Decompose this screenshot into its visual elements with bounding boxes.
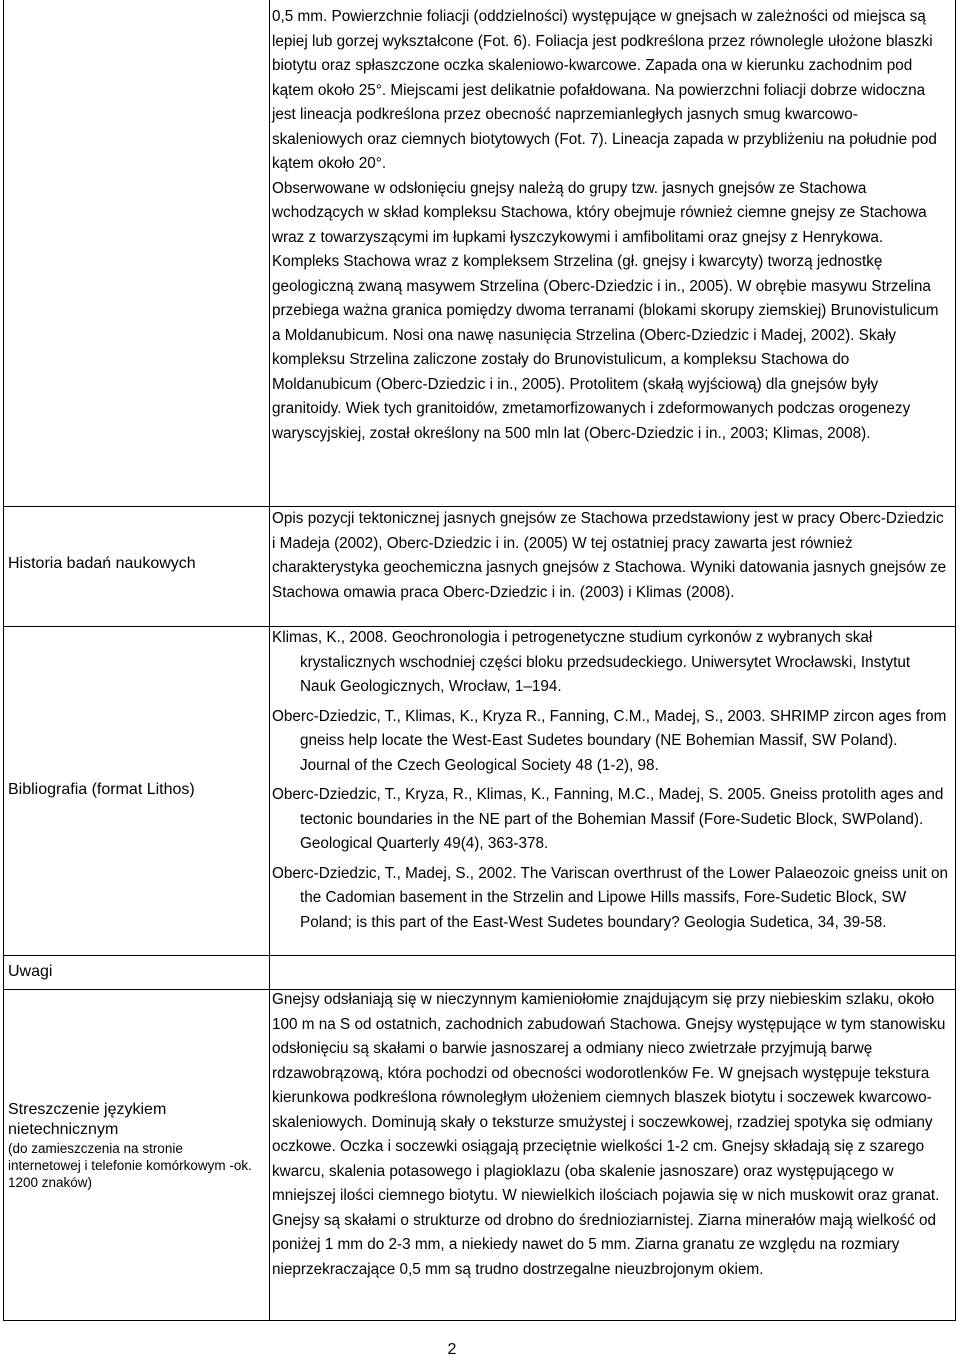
bibliography-entry: Klimas, K., 2008. Geochronologia i petrogenetyczne studium cyrkonów z wybranych skał krystalicznych wschodniej części bloku przedsudeckiego. Uniwersytet Wrocławski, Instytut Nauk Geologicznych, Wrocław, 1–194. — [272, 629, 911, 695]
column-divider — [269, 0, 270, 1320]
summary-text: Gnejsy odsłaniają się w nieczynnym kamieniołomie znajdującym się przy niebieskim szlaku, około 100 m na S od ostatnich, zachodnich zabudowań Stachowa. Gnejsy występujące w tym stanowisku odsłonięciu są skałami o barwie jasnoszarej a odmiany nieco zwietrzałe przyjmują barwę rdzawobrązową, która pochodzi od obecności wodorotlenków Fe. W gnejsach występuje tekstura kierunkowa podkreślona równoległym ułożeniem ciemnych blaszek biotytu i soczewek kwarcowo-skaleniowych. Dominują skały o teksturze smużystej i soczewkowej, rzadziej spotyka się odmiany oczkowe. Oczka i soczewki osiągają przeciętnie wielkości 1-2 cm. Gnejsy składają się z szarego kwarcu, skalenia potasowego i plagioklazu (oba skalenie jasnoszare) oraz występującego w mniejszej ilości ciemnego biotytu. W niewielkich ilościach pojawia się w nich muskowit oraz granat. Gnejsy są skałami o strukturze od drobno do średnioziarnistej. Ziarna minerałów mają wielkość od poniżej 1 mm do 2-3 mm, a niekiedy nawet do 5 mm. Ziarna granatu ze względu na rozmiary nieprzekraczające 0,5 mm są trudno dostrzegalne nieuzbrojonym okiem. — [272, 991, 946, 1278]
row-divider-notes — [4, 955, 955, 956]
label-bibliography: Bibliografia (format Lithos) — [8, 781, 195, 798]
description-text — [272, 5, 948, 446]
bibliography-entry: Oberc-Dziedzic, T., Kryza, R., Klimas, K., Fanning, M.C., Madej, S. 2005. Gneiss protolith ages and tectonic boundaries in the NE part of the Bohemian Massif (Fore-Sudetic Block, SWPoland). Geological Quarterly 49(4), 363-378. — [272, 786, 944, 852]
label-summary — [8, 1100, 258, 1191]
history-text: Opis pozycji tektonicznej jasnych gnejsów ze Stachowa przedstawiony jest w pracy Oberc-Dziedzic i Madeja (2002), Oberc-Dziedzic i in. (2005) W tej ostatniej pracy zawarta jest również charakterystyka geochemiczna jasnych gnejsów z Stachowa. Wyniki datowania jasnych gnejsów ze Stachowa omawia praca Oberc-Dziedzic i in. (2003) i Klimas (2008). — [272, 510, 947, 601]
page-number: 2 — [447, 1341, 457, 1358]
label-notes: Uwagi — [8, 963, 53, 980]
bibliography-list — [272, 626, 948, 940]
bibliography-entry: Oberc-Dziedzic, T., Klimas, K., Kryza R., Fanning, C.M., Madej, S., 2003. SHRIMP zircon ages from gneiss help locate the West-East Sudetes boundary (NE Bohemian Massif, SW Poland). Journal of the Czech Geological Society 48 (1-2), 98. — [272, 707, 947, 774]
description-paragraph-2: Obserwowane w odsłonięciu gnejsy należą do grupy tzw. jasnych gnejsów ze Stachowa wchodzących w skład kompleksu Stachowa, który obejmuje również ciemne gnejsy ze Stachowa wraz z towarzyszącymi im łupkami łyszczykowymi i amfibolitami oraz gnejsy z Henrykowa. Kompleks Stachowa wraz z kompleksem Strzelina (gł. gnejsy i kwarcyty) tworzą jednostkę geologiczną zwaną masywem Strzelina (Oberc-Dziedzic i in., 2005). W obrębie masywu Strzelina przebiega ważna granica pomiędzy dwoma terranami (blokami skorupy ziemskiej) Brunovistulicum a Moldanubicum. Nosi ona nawę nasunięcia Strzelina (Oberc-Dziedzic i Madej, 2002). Skały kompleksu Strzelina zaliczone zostały do Brunovistulicum, a kompleksu Stachowa do Moldanubicum (Oberc-Dziedzic i in., 2005). Protolitem (skałą wyjściową) dla gnejsów były granitoidy. Wiek tych granitoidów, zmetamorfizowanych i zdeformowanych podczas orogenezy waryscyjskiej, został określony na 500 mln lat (Oberc-Dziedzic i in., 2003; Klimas, 2008). — [272, 179, 939, 442]
label-history: Historia badań naukowych — [8, 555, 196, 572]
bibliography-entry: Oberc-Dziedzic, T., Madej, S., 2002. The Variscan overthrust of the Lower Palaeozoic gneiss unit on the Cadomian basement in the Strzelin and Lipowe Hills massifs, Fore-Sudetic Block, SW Poland; is this part of the East-West Sudetes boundary? Geologia Sudetica, 34, 39-58. — [272, 864, 948, 931]
description-paragraph-1: 0,5 mm. Powierzchnie foliacji (oddzielności) występujące w gnejsach w zależności od miejsca są lepiej lub gorzej wykształcone (Fot. 6). Foliacja jest podkreślona przez równolegle ułożone blaszki biotytu oraz spłaszczone oczka skaleniowo-kwarcowe. Zapada ona w kierunku zachodnim pod kątem około 25°. Miejscami jest delikatnie pofałdowana. Na powierzchni foliacji dobrze widoczna jest lineacja podkreślona przez obecność naprzemianległych jasnych smug kwarcowo-skaleniowych oraz ciemnych biotytowych (Fot. 7). Lineacja zapada w przybliżeniu na południe pod kątem około 20°. — [272, 8, 937, 172]
label-summary-note: (do zamieszczenia na stronie internetowej i telefonie komórkowym -ok. 1200 znaków) — [8, 1141, 252, 1190]
label-summary-main: Streszczenie językiem nietechnicznym — [8, 1101, 167, 1138]
